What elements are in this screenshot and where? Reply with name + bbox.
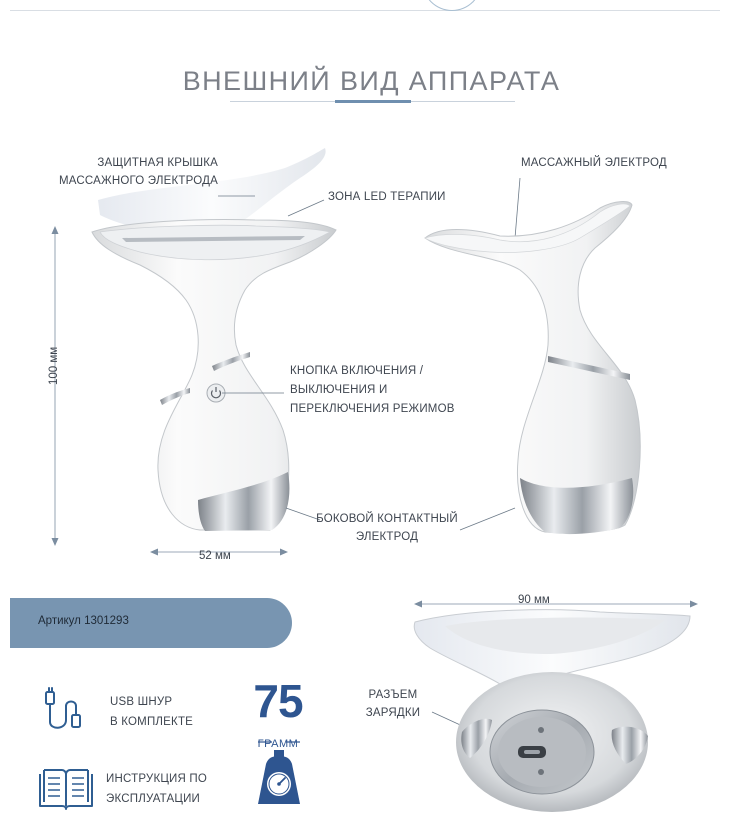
article-banner bbox=[10, 598, 292, 648]
height-dimension-label: 100 мм bbox=[48, 346, 60, 385]
power-button-label-line2: ВЫКЛЮЧЕНИЯ И bbox=[290, 384, 388, 396]
front-device bbox=[92, 148, 336, 531]
usb-cable-icon bbox=[46, 688, 80, 728]
usb-feature-label bbox=[110, 692, 193, 732]
power-button-label bbox=[290, 362, 455, 419]
usb-feature-line1: USB ШНУР bbox=[110, 696, 173, 708]
protective-cover-label-line2: МАССАЖНОГО ЭЛЕКТРОДА bbox=[58, 175, 218, 187]
manual-book-icon bbox=[40, 770, 92, 809]
charging-port-label-line2: ЗАРЯДКИ bbox=[365, 707, 421, 719]
massage-electrode-label: МАССАЖНЫЙ ЭЛЕКТРОД bbox=[521, 157, 667, 169]
span-dimension-arrow bbox=[414, 601, 698, 608]
charging-port-label-line1: РАЗЪЕМ bbox=[368, 689, 418, 701]
side-electrode-label-line1: БОКОВОЙ КОНТАКТНЫЙ bbox=[316, 513, 458, 525]
protective-cover-label-line1: ЗАЩИТНАЯ КРЫШКА bbox=[97, 157, 218, 169]
weight-scale-icon bbox=[258, 742, 300, 804]
usb-feature-line2: В КОМПЛЕКТЕ bbox=[110, 716, 194, 728]
height-dimension-arrow bbox=[52, 226, 59, 546]
side-device bbox=[425, 202, 640, 535]
protective-cover-label bbox=[40, 154, 218, 190]
power-button-label-line1: КНОПКА ВКЛЮЧЕНИЯ / bbox=[290, 365, 424, 377]
weight-value: 75 bbox=[253, 675, 303, 727]
led-zone-label: ЗОНА LED ТЕРАПИИ bbox=[328, 191, 446, 203]
manual-feature-label bbox=[106, 769, 207, 809]
width-dimension-label: 52 мм bbox=[199, 550, 231, 562]
page-title: ВНЕШНИЙ ВИД АППАРАТА bbox=[182, 66, 561, 96]
manual-feature-line1: ИНСТРУКЦИЯ ПО bbox=[106, 773, 208, 785]
manual-feature-line2: ЭКСПЛУАТАЦИИ bbox=[106, 793, 201, 805]
power-button-label-line3: ПЕРЕКЛЮЧЕНИЯ РЕЖИМОВ bbox=[290, 403, 455, 415]
weight-unit: ГРАММ bbox=[257, 738, 299, 750]
article-label: Артикул 1301293 bbox=[38, 615, 129, 627]
bottom-device bbox=[414, 610, 690, 812]
side-electrode-label bbox=[312, 510, 462, 546]
side-electrode-label-line2: ЭЛЕКТРОД bbox=[355, 531, 419, 543]
span-dimension-label: 90 мм bbox=[518, 594, 550, 606]
charging-port-label bbox=[358, 686, 428, 722]
